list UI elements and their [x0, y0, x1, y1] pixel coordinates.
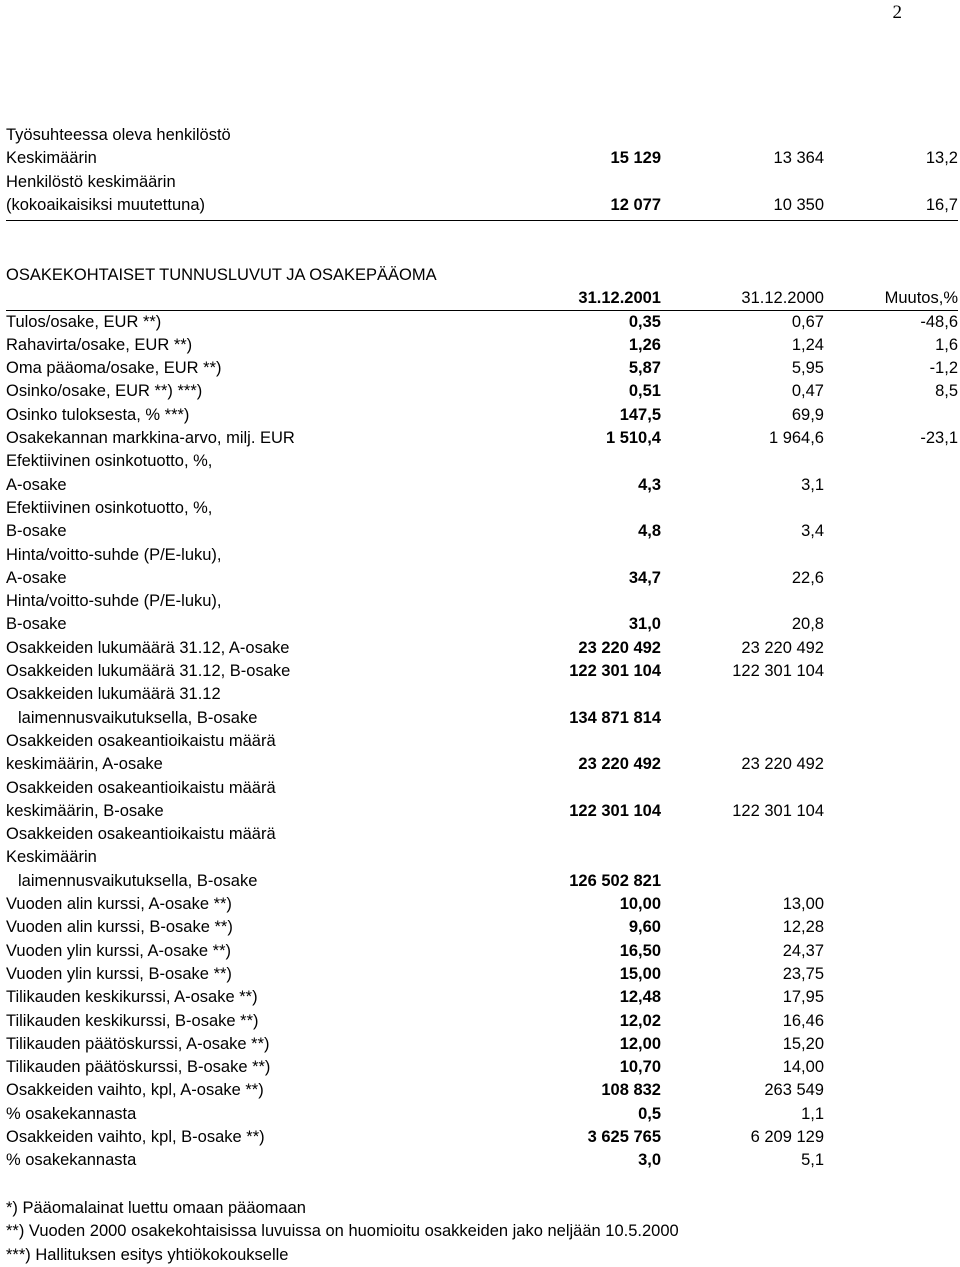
row-label: Efektiivinen osinkotuotto, %,	[6, 498, 213, 517]
table-row	[6, 870, 958, 893]
row-label: Keskimäärin	[6, 149, 97, 168]
shares-heading-text: OSAKEKOHTAISET TUNNUSLUVUT JA OSAKEPÄÄOMA	[6, 266, 437, 284]
staff-section	[6, 124, 958, 217]
value-2000: 1 964,6	[768, 429, 824, 448]
table-row	[6, 916, 958, 939]
value-2001: 5,87	[628, 359, 661, 378]
row-label: Henkilöstö keskimäärin	[6, 172, 176, 191]
row-label: Osakkeiden lukumäärä 31.12, B-osake	[6, 662, 291, 681]
table-row	[6, 683, 958, 706]
footnote-3: ***) Hallituksen esitys yhtiökokoukselle	[6, 1245, 289, 1264]
row-label: Keskimäärin	[6, 848, 97, 867]
value-2000: 23 220 492	[741, 755, 824, 774]
table-row	[6, 311, 958, 334]
table-row	[6, 823, 958, 846]
table-row	[6, 800, 958, 823]
table-row	[6, 753, 958, 776]
value-2001: 15,00	[619, 964, 661, 983]
value-2000: 13 364	[773, 149, 824, 168]
footnote-1: *) Pääomalainat luettu omaan pääomaan	[6, 1199, 306, 1217]
table-row	[6, 963, 958, 986]
value-2001: 126 502 821	[569, 871, 661, 890]
value-2000: 0,67	[791, 312, 824, 331]
table-row	[6, 637, 958, 660]
row-label: Tilikauden päätöskurssi, A-osake **)	[6, 1034, 270, 1053]
value-2001: 15 129	[610, 149, 661, 168]
value-2001: 9,60	[628, 918, 661, 937]
value-2001: 134 871 814	[569, 708, 661, 727]
row-label: Osakkeiden osakeantioikaistu määrä	[6, 825, 276, 844]
row-label: keskimäärin, B-osake	[6, 801, 164, 820]
row-label: Rahavirta/osake, EUR **)	[6, 335, 193, 354]
row-label: laimennusvaikutuksella, B-osake	[18, 871, 258, 890]
value-2001: 0,35	[628, 312, 661, 331]
row-label: Osinko tuloksesta, % ***)	[6, 405, 190, 424]
value-2000: 15,20	[782, 1034, 824, 1053]
shares-column-headers	[6, 287, 958, 310]
value-2000: 10 350	[773, 195, 824, 214]
row-label: A-osake	[6, 475, 67, 494]
row-label: Efektiivinen osinkotuotto, %,	[6, 452, 213, 471]
value-2000: 3,1	[801, 475, 824, 494]
value-2001: 12,00	[619, 1034, 661, 1053]
value-2001: 122 301 104	[569, 662, 661, 681]
table-row	[6, 357, 958, 380]
row-label: Hinta/voitto-suhde (P/E-luku),	[6, 545, 222, 564]
table-row	[6, 777, 958, 800]
value-2000: 23,75	[782, 964, 824, 983]
table-row	[6, 846, 958, 869]
row-label: Osakkeiden osakeantioikaistu määrä	[6, 731, 276, 750]
footnote	[6, 1244, 958, 1267]
value-change: 1,6	[935, 335, 958, 354]
row-label: Osakkeiden osakeantioikaistu määrä	[6, 778, 276, 797]
value-2000: 24,37	[782, 941, 824, 960]
table-row	[6, 497, 958, 520]
value-2000: 122 301 104	[732, 662, 824, 681]
value-2001: 12,02	[619, 1011, 661, 1030]
value-2000: 20,8	[791, 615, 824, 634]
value-2000: 5,95	[791, 359, 824, 378]
row-label: Vuoden alin kurssi, B-osake **)	[6, 918, 233, 937]
row-label: Osakekannan markkina-arvo, milj. EUR	[6, 429, 295, 448]
table-row	[6, 613, 958, 636]
row-label: Osinko/osake, EUR **) ***)	[6, 382, 203, 401]
page-number: 2	[892, 2, 902, 23]
value-2001: 1,26	[628, 335, 661, 354]
row-label: Vuoden ylin kurssi, A-osake **)	[6, 941, 231, 960]
table-row	[6, 450, 958, 473]
staff-rows	[6, 147, 958, 217]
footnote	[6, 1197, 958, 1220]
table-row	[6, 404, 958, 427]
value-2001: 1 510,4	[605, 429, 661, 448]
value-2000: 3,4	[801, 522, 824, 541]
row-label: keskimäärin, A-osake	[6, 755, 163, 774]
table-row	[6, 567, 958, 590]
value-change: -1,2	[929, 359, 958, 378]
value-2000: 14,00	[782, 1058, 824, 1077]
value-2001: 3,0	[638, 1151, 661, 1170]
row-label: % osakekannasta	[6, 1104, 137, 1123]
value-2001: 108 832	[601, 1081, 661, 1100]
footnote-2: **) Vuoden 2000 osakekohtaisissa luvuissa on huomioitu osakkeiden jako neljään 10.5.2000	[6, 1222, 679, 1241]
table-row	[6, 1149, 958, 1172]
value-2001: 4,3	[638, 475, 661, 494]
value-2001: 12,48	[619, 988, 661, 1007]
value-2001: 10,70	[619, 1058, 661, 1077]
table-row	[6, 520, 958, 543]
row-label: Osakkeiden vaihto, kpl, B-osake **)	[6, 1127, 265, 1146]
value-2001: 147,5	[619, 405, 661, 424]
value-2000: 0,47	[791, 382, 824, 401]
table-row	[6, 1126, 958, 1149]
value-2001: 3 625 765	[587, 1127, 661, 1146]
value-2000: 5,1	[801, 1151, 824, 1170]
value-2000: 13,00	[782, 895, 824, 914]
value-2000: 263 549	[764, 1081, 824, 1100]
table-row	[6, 1010, 958, 1033]
value-2000: 69,9	[791, 405, 824, 424]
table-row	[6, 544, 958, 567]
table-row	[6, 730, 958, 753]
value-2000: 22,6	[791, 568, 824, 587]
row-label: B-osake	[6, 615, 67, 634]
table-row	[6, 1079, 958, 1102]
row-label: Oma pääoma/osake, EUR **)	[6, 359, 222, 378]
row-label: Osakkeiden lukumäärä 31.12	[6, 685, 221, 704]
value-change: -48,6	[920, 312, 958, 331]
staff-heading	[6, 124, 958, 147]
table-row	[6, 1103, 958, 1126]
table-row	[6, 380, 958, 403]
value-2001: 0,5	[638, 1104, 661, 1123]
footnote	[6, 1220, 958, 1243]
row-label: Tilikauden päätöskurssi, B-osake **)	[6, 1058, 271, 1077]
value-2001: 16,50	[619, 941, 661, 960]
value-2001: 10,00	[619, 895, 661, 914]
table-row	[6, 986, 958, 1009]
row-label: Tulos/osake, EUR **)	[6, 312, 162, 331]
value-2000: 23 220 492	[741, 638, 824, 657]
shares-heading	[6, 264, 958, 287]
row-label: B-osake	[6, 522, 67, 541]
value-change: -23,1	[920, 429, 958, 448]
row-label: Hinta/voitto-suhde (P/E-luku),	[6, 592, 222, 611]
row-label: Tilikauden keskikurssi, A-osake **)	[6, 988, 258, 1007]
value-2001: 0,51	[628, 382, 661, 401]
staff-heading-text: Työsuhteessa oleva henkilöstö	[6, 126, 231, 144]
value-2001: 23 220 492	[578, 755, 661, 774]
table-row	[6, 171, 958, 194]
table-row	[6, 590, 958, 613]
value-2001: 122 301 104	[569, 801, 661, 820]
col-header-2000: 31.12.2000	[741, 289, 824, 308]
value-change: 16,7	[925, 195, 958, 214]
value-2000: 122 301 104	[732, 801, 824, 820]
footnotes	[6, 1197, 958, 1267]
row-label: Vuoden ylin kurssi, B-osake **)	[6, 964, 232, 983]
table-row	[6, 474, 958, 497]
table-row	[6, 893, 958, 916]
value-change: 8,5	[935, 382, 958, 401]
row-label: Osakkeiden lukumäärä 31.12, A-osake	[6, 638, 290, 657]
row-label: laimennusvaikutuksella, B-osake	[18, 708, 258, 727]
table-row	[6, 194, 958, 217]
table-row	[6, 1056, 958, 1079]
value-2001: 12 077	[610, 195, 661, 214]
value-2000: 17,95	[782, 988, 824, 1007]
col-header-2001: 31.12.2001	[578, 289, 661, 308]
value-2000: 12,28	[782, 918, 824, 937]
value-change: 13,2	[925, 149, 958, 168]
row-label: Osakkeiden vaihto, kpl, A-osake **)	[6, 1081, 264, 1100]
row-label: Tilikauden keskikurssi, B-osake **)	[6, 1011, 259, 1030]
value-2000: 16,46	[782, 1011, 824, 1030]
table-row	[6, 334, 958, 357]
row-label: (kokoaikaisiksi muutettuna)	[6, 195, 205, 214]
staff-divider	[6, 220, 958, 221]
value-2001: 23 220 492	[578, 638, 661, 657]
value-2000: 6 209 129	[750, 1127, 824, 1146]
table-row	[6, 660, 958, 683]
value-2001: 4,8	[638, 522, 661, 541]
shares-section	[6, 264, 958, 1173]
table-row	[6, 147, 958, 170]
value-2001: 31,0	[628, 615, 661, 634]
table-row	[6, 707, 958, 730]
table-row	[6, 940, 958, 963]
row-label: Vuoden alin kurssi, A-osake **)	[6, 895, 232, 914]
row-label: A-osake	[6, 568, 67, 587]
value-2000: 1,1	[801, 1104, 824, 1123]
value-2001: 34,7	[628, 568, 661, 587]
value-2000: 1,24	[791, 335, 824, 354]
table-row	[6, 427, 958, 450]
table-row	[6, 1033, 958, 1056]
shares-rows	[6, 311, 958, 1173]
row-label: % osakekannasta	[6, 1151, 137, 1170]
col-header-change: Muutos,%	[884, 289, 958, 308]
